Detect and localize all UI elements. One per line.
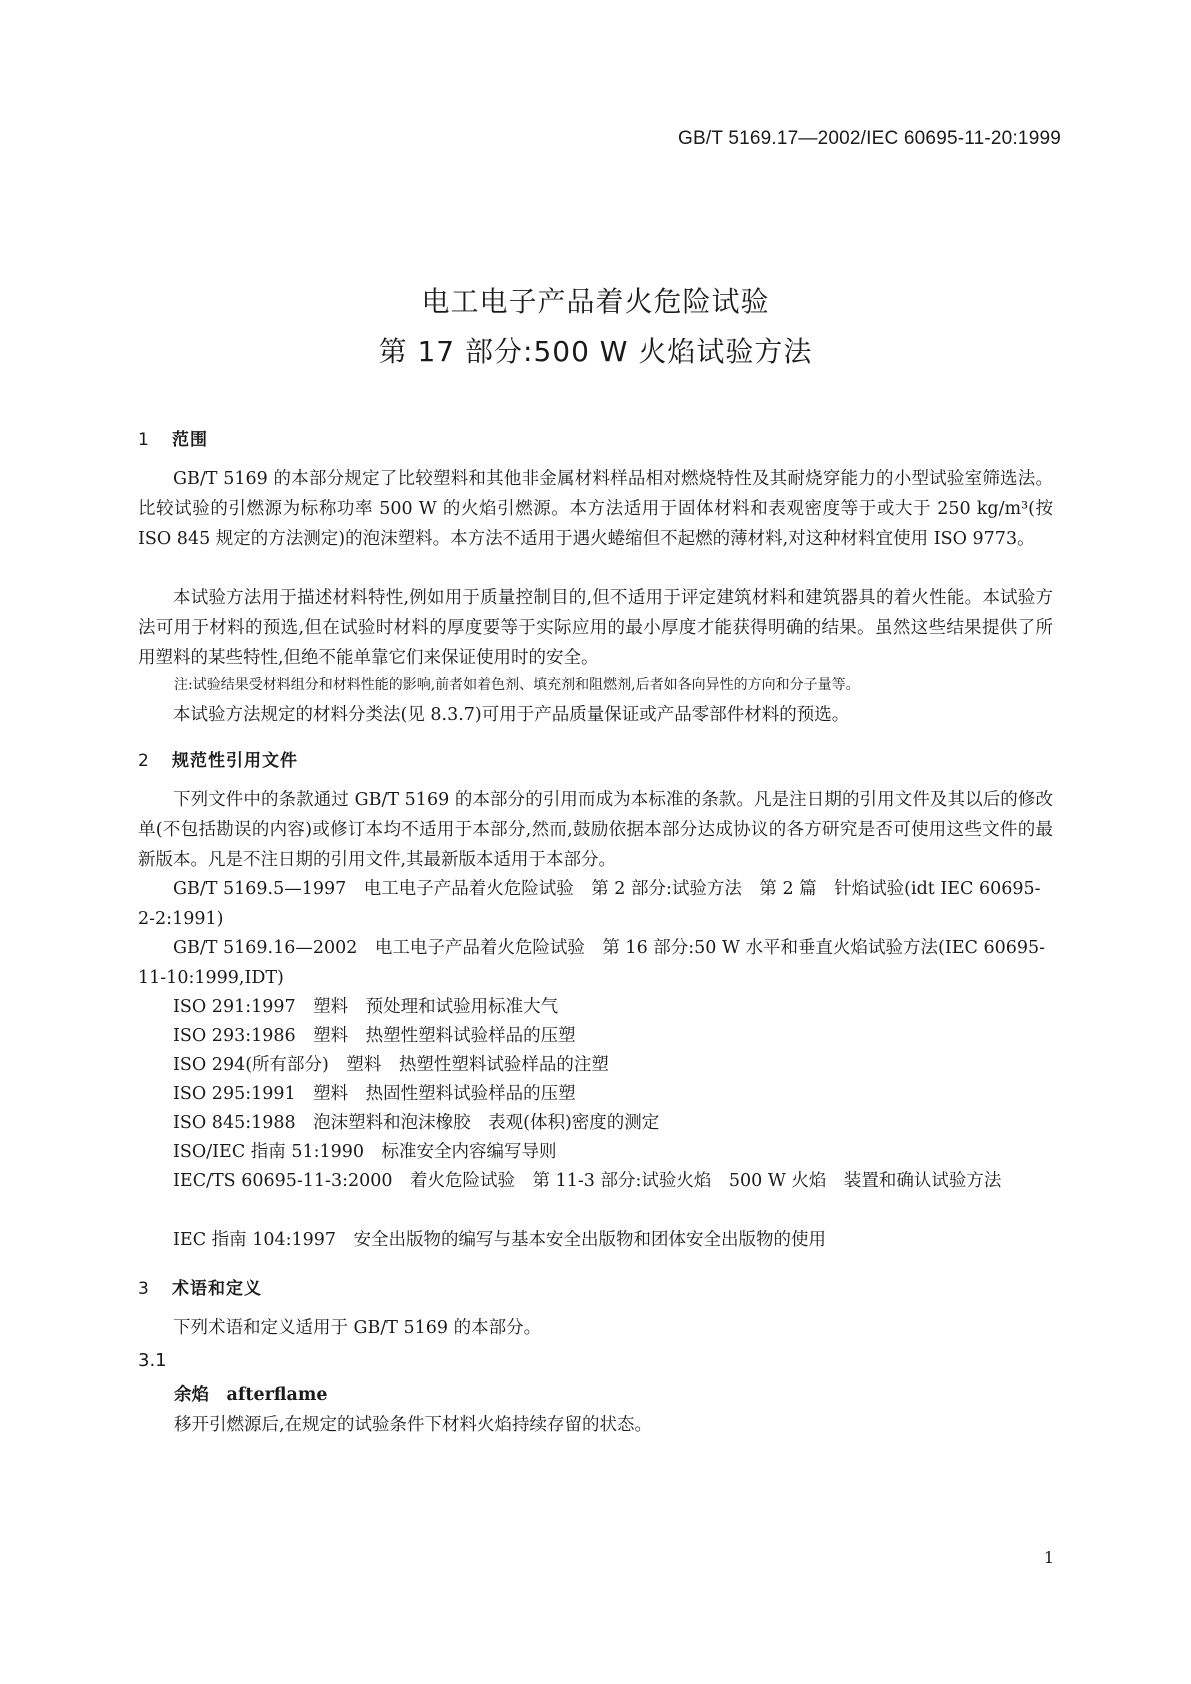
reference-item: IEC 指南 104:1997 安全出版物的编写与基本安全出版物和团体安全出版物的使用: [173, 1230, 827, 1250]
document-title-line2: 第 17 部分:500 W 火焰试验方法: [378, 335, 813, 368]
subsection-number: 3.1: [138, 1350, 167, 1371]
section-number: 1: [138, 430, 150, 450]
section-1-heading: [138, 425, 208, 450]
reference-item: ISO 291:1997 塑料 预处理和试验用标准大气: [173, 997, 559, 1017]
section-1-note: 注:试验结果受材料组分和材料性能的影响,前者如着色剂、填充剂和阻燃剂,后者如各向异性的方向和分子量等。: [174, 677, 860, 693]
reference-item: ISO 293:1986 塑料 热塑性塑料试验样品的压塑: [173, 1026, 576, 1046]
section-1-paragraph-1: GB/T 5169 的本部分规定了比较塑料和其他非金属材料样品相对燃烧特性及其耐烧穿能力的小型试验室筛选法。比较试验的引燃源为标称功率 500 W 的火焰引燃源。本方法适用于固体材料和表观密度等于或大于 250 kg/m³(按 ISO 845 规定的方法测定)的泡沫塑料。本方法不适用于遇火蜷缩但不起燃的薄材料,对这种材料宜使用 ISO 9773。: [138, 469, 1053, 549]
reference-item: ISO 295:1991 塑料 热固性塑料试验样品的压塑: [173, 1084, 576, 1104]
reference-item: GB/T 5169.5—1997 电工电子产品着火危险试验 第 2 部分:试验方法 第 2 篇 针焰试验(idt IEC 60695-2-2:1991): [138, 879, 1041, 929]
section-2-heading: [138, 746, 298, 771]
term-definition: 移开引燃源后,在规定的试验条件下材料火焰持续存留的状态。: [174, 1415, 653, 1435]
reference-item: ISO 845:1988 泡沫塑料和泡沫橡胶 表观(体积)密度的测定: [173, 1113, 660, 1133]
page-number: 1: [1043, 1548, 1054, 1567]
section-title: 术语和定义: [172, 1279, 262, 1299]
reference-item: ISO 294(所有部分) 塑料 热塑性塑料试验样品的注塑: [173, 1055, 609, 1075]
section-number: 2: [138, 751, 150, 771]
section-1-paragraph-3: 本试验方法规定的材料分类法(见 8.3.7)可用于产品质量保证或产品零部件材料的预选。: [173, 705, 850, 725]
reference-item: IEC/TS 60695-11-3:2000 着火危险试验 第 11-3 部分:试验火焰 500 W 火焰 装置和确认试验方法: [173, 1171, 1002, 1191]
section-3-intro: 下列术语和定义适用于 GB/T 5169 的本部分。: [173, 1318, 542, 1338]
section-title: 规范性引用文件: [172, 751, 298, 771]
section-3-heading: [138, 1274, 262, 1299]
section-1-paragraph-2: 本试验方法用于描述材料特性,例如用于质量控制目的,但不适用于评定建筑材料和建筑器具的着火性能。本试验方法可用于材料的预选,但在试验时材料的厚度要等于实际应用的最小厚度才能获得明确的结果。虽然这些结果提供了所用塑料的某些特性,但绝不能单靠它们来保证使用时的安全。: [138, 588, 1053, 668]
reference-item: ISO/IEC 指南 51:1990 标准安全内容编写导则: [173, 1142, 557, 1162]
section-title: 范围: [172, 430, 208, 450]
reference-item: GB/T 5169.16—2002 电工电子产品着火危险试验 第 16 部分:50 W 水平和垂直火焰试验方法(IEC 60695-11-10:1999,IDT): [138, 938, 1046, 988]
term-heading: 余焰 afterflame: [174, 1385, 328, 1405]
section-number: 3: [138, 1279, 150, 1299]
section-2-intro: 下列文件中的条款通过 GB/T 5169 的本部分的引用而成为本标准的条款。凡是注日期的引用文件及其以后的修改单(不包括勘误的内容)或修订本均不适用于本部分,然而,鼓励依据本部分达成协议的各方研究是否可使用这些文件的最新版本。凡是不注日期的引用文件,其最新版本适用于本部分。: [138, 790, 1053, 870]
document-title-line1: 电工电子产品着火危险试验: [421, 285, 770, 318]
standard-code: GB/T 5169.17—2002/IEC 60695-11-20:1999: [678, 128, 1061, 149]
